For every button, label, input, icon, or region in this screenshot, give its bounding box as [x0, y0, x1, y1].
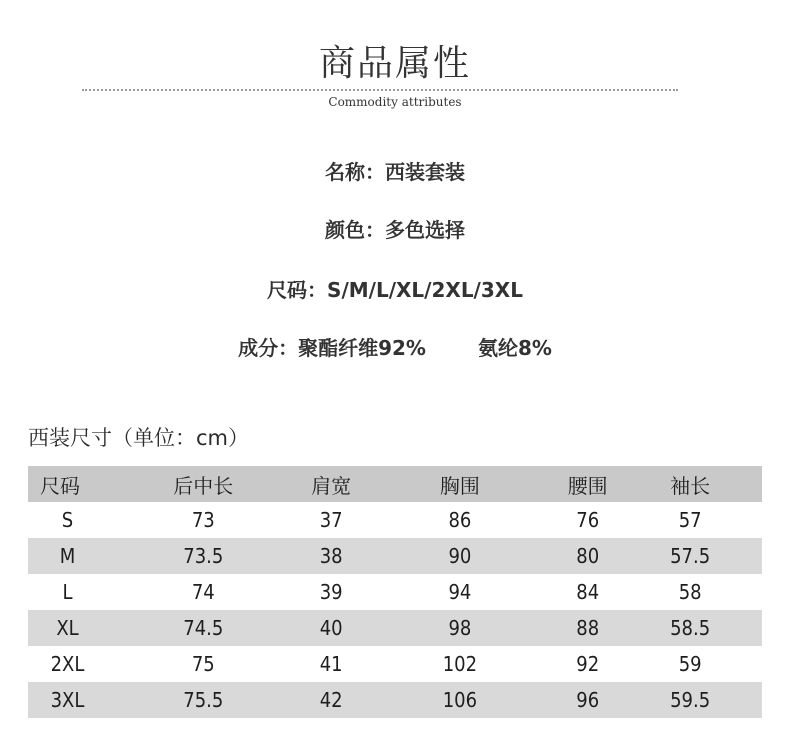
size-table — [28, 466, 762, 718]
attribute-composition — [0, 334, 790, 362]
table-cell: 88 — [576, 616, 600, 640]
table-cell: 40 — [319, 616, 343, 640]
table-cell: 2XL — [50, 652, 85, 676]
table-row — [28, 538, 762, 574]
table-cell: 76 — [576, 508, 600, 532]
table-cell: 80 — [576, 544, 600, 568]
table-cell: 86 — [448, 508, 472, 532]
dotted-divider — [82, 89, 678, 91]
header-sleeve: 袖长 — [670, 473, 711, 498]
table-row — [28, 682, 762, 718]
table-cell: M — [59, 544, 76, 568]
table-cell: 96 — [576, 688, 600, 712]
table-cell: 75.5 — [183, 688, 224, 712]
attribute-size: 尺码：S/M/L/XL/2XL/3XL — [267, 278, 523, 302]
table-cell: 59.5 — [670, 688, 711, 712]
table-cell: 41 — [319, 652, 343, 676]
table-cell: 73 — [191, 508, 215, 532]
table-cell: 58 — [678, 580, 702, 604]
table-cell: 73.5 — [183, 544, 224, 568]
table-cell: S — [61, 508, 74, 532]
table-cell: 102 — [442, 652, 478, 676]
table-cell: 75 — [191, 652, 215, 676]
header-chest: 胸围 — [439, 473, 480, 498]
table-row — [28, 646, 762, 682]
table-cell: L — [62, 580, 73, 604]
attribute-name: 名称：西装套装 — [325, 160, 465, 184]
page-title: 商品属性 — [318, 43, 471, 84]
table-cell: 74 — [191, 580, 215, 604]
page-subtitle: Commodity attributes — [328, 95, 462, 109]
table-cell: 57 — [678, 508, 702, 532]
table-row — [28, 502, 762, 538]
table-cell: 94 — [448, 580, 472, 604]
attribute-color: 颜色：多色选择 — [325, 218, 465, 242]
table-cell: 59 — [678, 652, 702, 676]
table-cell: 58.5 — [670, 616, 711, 640]
header-back-length: 后中长 — [173, 473, 234, 498]
table-cell: 74.5 — [183, 616, 224, 640]
composition-polyester: 成分：聚酯纤维92% — [238, 336, 426, 360]
header-size: 尺码 — [40, 473, 80, 498]
size-table-title: 西装尺寸（单位：cm） — [28, 426, 250, 450]
table-cell: 90 — [448, 544, 472, 568]
table-cell: 42 — [319, 688, 343, 712]
table-row — [28, 610, 762, 646]
table-cell: 38 — [319, 544, 343, 568]
table-cell: 57.5 — [670, 544, 711, 568]
composition-spandex: 氨纶8% — [477, 336, 552, 360]
table-cell: 106 — [442, 688, 478, 712]
table-cell: 84 — [576, 580, 600, 604]
table-cell: 39 — [319, 580, 343, 604]
table-cell: XL — [56, 616, 79, 640]
table-row — [28, 574, 762, 610]
table-cell: 37 — [319, 508, 343, 532]
table-header-row — [28, 466, 762, 502]
table-cell: 98 — [448, 616, 472, 640]
header-shoulder: 肩宽 — [311, 473, 352, 498]
table-cell: 92 — [576, 652, 600, 676]
header-waist: 腰围 — [567, 473, 608, 498]
table-cell: 3XL — [50, 688, 85, 712]
